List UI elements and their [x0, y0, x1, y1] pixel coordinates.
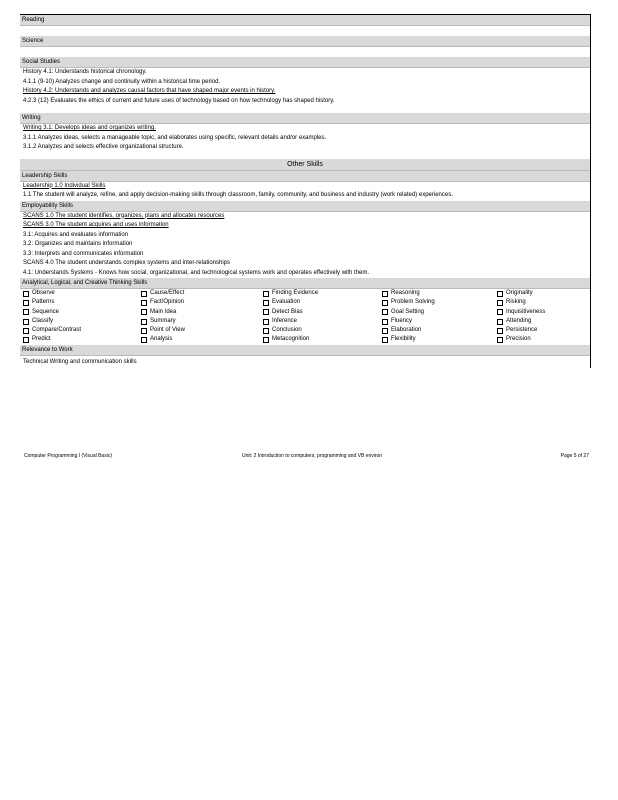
- checkbox-icon[interactable]: [23, 300, 29, 306]
- skill-label: Finding Evidence: [272, 290, 319, 296]
- skill-label: Elaboration: [391, 327, 422, 334]
- checkbox-icon[interactable]: [23, 291, 29, 297]
- checkbox-icon[interactable]: [497, 300, 503, 306]
- standard-line: Leadership 1.0 Individual Skills: [23, 182, 106, 189]
- skill-checkbox-item[interactable]: [141, 326, 263, 335]
- skill-checkbox-item[interactable]: [263, 326, 382, 335]
- checkbox-icon[interactable]: [497, 328, 503, 334]
- social-studies-header: Social Studies: [20, 57, 590, 68]
- page-footer: [24, 453, 589, 459]
- standard-line: SCANS 3.0 The student acquires and uses information: [23, 222, 169, 228]
- skill-checkbox-item[interactable]: [141, 298, 263, 307]
- checkbox-icon[interactable]: [23, 319, 29, 325]
- relevance-text: Technical Writing and communication skills: [23, 358, 137, 365]
- skill-checkbox-item[interactable]: [497, 317, 593, 326]
- footer-course: Computer Programming I (Visual Basic): [24, 453, 112, 459]
- skill-label: Predict: [32, 336, 51, 343]
- other-skills-header: Other Skills: [20, 159, 590, 171]
- skill-label: Conclusion: [272, 327, 302, 334]
- skill-checkbox-item[interactable]: [263, 317, 382, 326]
- skill-checkbox-item[interactable]: [382, 289, 497, 298]
- skill-label: Precision: [506, 336, 531, 343]
- checkbox-icon[interactable]: [382, 300, 388, 306]
- skill-checkbox-item[interactable]: [141, 308, 263, 317]
- skill-label: Persistence: [506, 327, 538, 334]
- checkbox-icon[interactable]: [263, 328, 269, 334]
- thinking-skills-header: Analytical, Logical, and Creative Thinking Skills: [20, 278, 590, 289]
- skill-label: Fluency: [391, 317, 413, 324]
- checkbox-icon[interactable]: [141, 319, 147, 325]
- skill-checkbox-item[interactable]: [263, 298, 382, 307]
- skill-checkbox-item[interactable]: [141, 317, 263, 326]
- skill-checkbox-item[interactable]: [23, 335, 141, 344]
- checkbox-icon[interactable]: [141, 328, 147, 334]
- skill-checkbox-item[interactable]: [497, 335, 593, 344]
- checkbox-icon[interactable]: [263, 319, 269, 325]
- checkbox-icon[interactable]: [141, 291, 147, 297]
- checkbox-icon[interactable]: [23, 328, 29, 334]
- footer-unit: Unit: 2 Introduction to computers, programming and VB environ: [242, 453, 383, 459]
- skill-checkbox-item[interactable]: [263, 335, 382, 344]
- employability-header: Employability Skills: [20, 201, 590, 212]
- skill-checkbox-item[interactable]: [497, 298, 593, 307]
- science-body: [20, 47, 590, 57]
- skill-label: Summary: [150, 317, 176, 324]
- skill-label: Main Idea: [150, 308, 177, 315]
- standard-line: 4.1: Understands Systems - Knows how social, organizational, and technological systems work and operates effectively with them.: [23, 269, 370, 276]
- skill-label: Fact/Opinion: [150, 299, 185, 306]
- standard-line: 3.3: Interprets and communicates information: [23, 250, 144, 257]
- skill-checkbox-item[interactable]: [263, 289, 382, 298]
- checkbox-icon[interactable]: [141, 300, 147, 306]
- science-header: Science: [20, 36, 590, 47]
- footer-page-number: Page 5 of 27: [560, 453, 589, 459]
- employability-body: [20, 212, 590, 279]
- skill-checkbox-item[interactable]: [23, 298, 141, 307]
- checkbox-icon[interactable]: [497, 291, 503, 297]
- relevance-header: Relevance to Work: [20, 345, 590, 356]
- skill-checkbox-item[interactable]: [23, 317, 141, 326]
- standard-line: History 4.2: Understands and analyzes causal factors that have shaped major events in history.: [23, 88, 276, 94]
- skill-label: Flexibility: [391, 336, 416, 343]
- checkbox-icon[interactable]: [141, 337, 147, 343]
- skill-label: Compare/Contrast: [32, 327, 82, 334]
- skill-label: Cause/Effect: [150, 290, 185, 296]
- standard-line: 3.2: Organizes and maintains information: [23, 241, 133, 247]
- skill-label: Reasoning: [391, 290, 420, 296]
- skill-label: Risking: [506, 299, 526, 306]
- standard-line: 1.1 The student will analyze, refine, and apply decision-making skills through classroom, family, community, and business and industry (work related) experiences.: [23, 192, 453, 198]
- leadership-header: Leadership Skills: [20, 171, 590, 182]
- writing-body: [20, 124, 590, 153]
- checkbox-icon[interactable]: [263, 337, 269, 343]
- social-studies-body: [20, 68, 590, 106]
- skill-checkbox-item[interactable]: [497, 326, 593, 335]
- checkbox-icon[interactable]: [263, 300, 269, 306]
- checkbox-icon[interactable]: [382, 328, 388, 334]
- skill-label: Classify: [32, 317, 54, 324]
- skill-label: Metacognition: [272, 336, 310, 343]
- standards-table: [20, 14, 591, 368]
- skill-checkbox-item[interactable]: [23, 308, 141, 317]
- standard-line: SCANS 4.0 The student understands complex systems and inter-relationships: [23, 260, 230, 266]
- standard-line: History 4.1: Understands historical chronology.: [23, 69, 147, 75]
- skill-label: Analysis: [150, 336, 173, 343]
- leadership-body: [20, 182, 590, 201]
- skill-label: Sequence: [32, 308, 60, 315]
- checkbox-icon[interactable]: [497, 337, 503, 343]
- skill-checkbox-item[interactable]: [382, 298, 497, 307]
- skill-label: Point of View: [150, 327, 185, 334]
- standard-line: Writing 3.1: Develops ideas and organizes writing.: [23, 125, 156, 131]
- skill-label: Patterns: [32, 299, 55, 306]
- standard-line: 3.1.1 Analyzes ideas, selects a manageable topic, and elaborates using specific, relevant details and/or examples.: [23, 134, 327, 141]
- checkbox-icon[interactable]: [23, 309, 29, 315]
- skill-checkbox-item[interactable]: [382, 317, 497, 326]
- skill-checkbox-item[interactable]: [382, 335, 497, 344]
- skill-checkbox-item[interactable]: [23, 326, 141, 335]
- checkbox-icon[interactable]: [141, 309, 147, 315]
- skill-label: Attending: [506, 317, 532, 324]
- skill-checkbox-item[interactable]: [497, 308, 593, 317]
- reading-body: [20, 26, 590, 36]
- checkbox-icon[interactable]: [382, 291, 388, 297]
- checkbox-icon[interactable]: [382, 309, 388, 315]
- skill-label: Inquisitiveness: [506, 308, 546, 315]
- checkbox-icon[interactable]: [263, 291, 269, 297]
- reading-header: Reading: [20, 15, 590, 26]
- skill-checkbox-item[interactable]: [382, 326, 497, 335]
- checkbox-icon[interactable]: [263, 309, 269, 315]
- skill-label: Originality: [506, 290, 533, 296]
- checkbox-icon[interactable]: [497, 319, 503, 325]
- spacer: [20, 106, 590, 113]
- checkbox-icon[interactable]: [382, 319, 388, 325]
- checkbox-icon[interactable]: [497, 309, 503, 315]
- skill-label: Evaluation: [272, 299, 301, 306]
- skill-label: Detect Bias: [272, 308, 303, 315]
- checkbox-icon[interactable]: [382, 337, 388, 343]
- standard-line: SCANS 1.0 The student identifies, organizes, plans and allocates resources: [23, 212, 225, 219]
- skill-checkbox-item[interactable]: [141, 335, 263, 344]
- skill-label: Goal Setting: [391, 308, 425, 315]
- standard-line: 4.2.3 (12) Evaluates the ethics of current and future uses of technology based on how technology has shaped history.: [23, 97, 335, 104]
- skill-checkbox-item[interactable]: [23, 289, 141, 298]
- skill-label: Inference: [272, 317, 298, 324]
- standard-line: 4.1.1 (9-10) Analyzes change and continuity within a historical time period.: [23, 78, 221, 85]
- standard-line: 3.1.2 Analyzes and selects effective organizational structure.: [23, 144, 184, 150]
- skill-checkbox-item[interactable]: [497, 289, 593, 298]
- checkbox-icon[interactable]: [23, 337, 29, 343]
- skill-checkbox-item[interactable]: [141, 289, 263, 298]
- skill-label: Problem Solving: [391, 299, 435, 306]
- writing-header: Writing: [20, 113, 590, 124]
- standard-line: 3.1: Acquires and evaluates information: [23, 231, 129, 238]
- skill-checkbox-item[interactable]: [263, 308, 382, 317]
- skill-label: Observe: [32, 290, 55, 296]
- thinking-skills-checklist: [20, 289, 590, 345]
- skill-checkbox-item[interactable]: [382, 308, 497, 317]
